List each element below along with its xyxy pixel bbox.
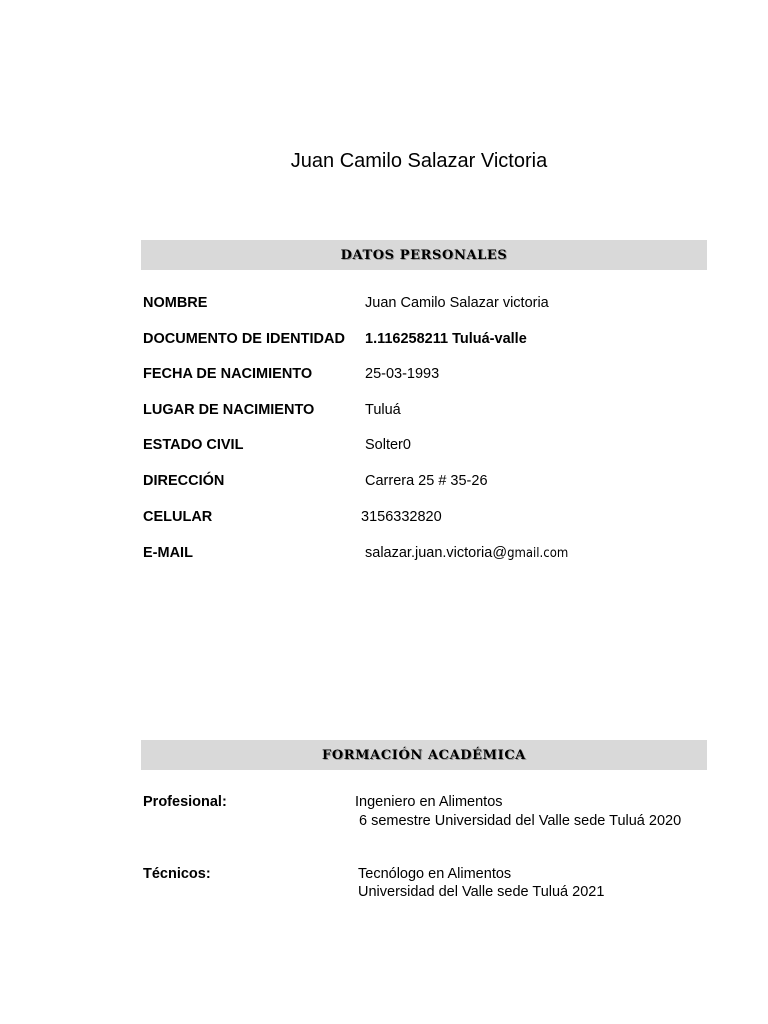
value-nombre: Juan Camilo Salazar victoria <box>365 295 549 311</box>
label-estado-civil: ESTADO CIVIL <box>143 437 244 453</box>
cv-name-title: Juan Camilo Salazar Victoria <box>290 150 548 172</box>
academic-title: FORMACIÓN ACADÉMICA <box>321 748 526 763</box>
profesional-title: Ingeniero en Alimentos <box>355 794 503 810</box>
tecnicos-detail: Universidad del Valle sede Tuluá 2021 <box>358 884 605 900</box>
value-documento: 1.116258211 Tuluá-valle <box>365 331 527 347</box>
value-lugar-nacimiento: Tuluá <box>365 402 401 418</box>
label-documento: DOCUMENTO DE IDENTIDAD <box>143 331 345 347</box>
tecnicos-title: Tecnólogo en Alimentos <box>358 866 512 882</box>
value-email <box>365 545 568 561</box>
label-nombre: NOMBRE <box>143 295 208 311</box>
personal-data-title: DATOS PERSONALES <box>340 248 508 263</box>
email-user: salazar.juan.victoria@ <box>365 545 508 561</box>
value-direccion: Carrera 25 # 35-26 <box>365 473 488 489</box>
email-domain: gmail.com <box>507 546 569 561</box>
value-fecha-nacimiento: 25-03-1993 <box>365 366 440 382</box>
label-tecnicos: Técnicos: <box>143 866 211 882</box>
label-celular: CELULAR <box>143 509 213 525</box>
label-lugar-nacimiento: LUGAR DE NACIMIENTO <box>143 402 315 418</box>
personal-data-header <box>141 240 707 270</box>
academic-header <box>141 740 707 770</box>
label-email: E-MAIL <box>143 545 193 561</box>
profesional-detail: 6 semestre Universidad del Valle sede Tuluá 2020 <box>359 813 682 829</box>
value-estado-civil: Solter0 <box>365 437 411 453</box>
label-profesional: Profesional: <box>143 794 227 810</box>
label-direccion: DIRECCIÓN <box>143 473 225 489</box>
label-fecha-nacimiento: FECHA DE NACIMIENTO <box>143 366 313 382</box>
value-celular: 3156332820 <box>361 509 442 525</box>
